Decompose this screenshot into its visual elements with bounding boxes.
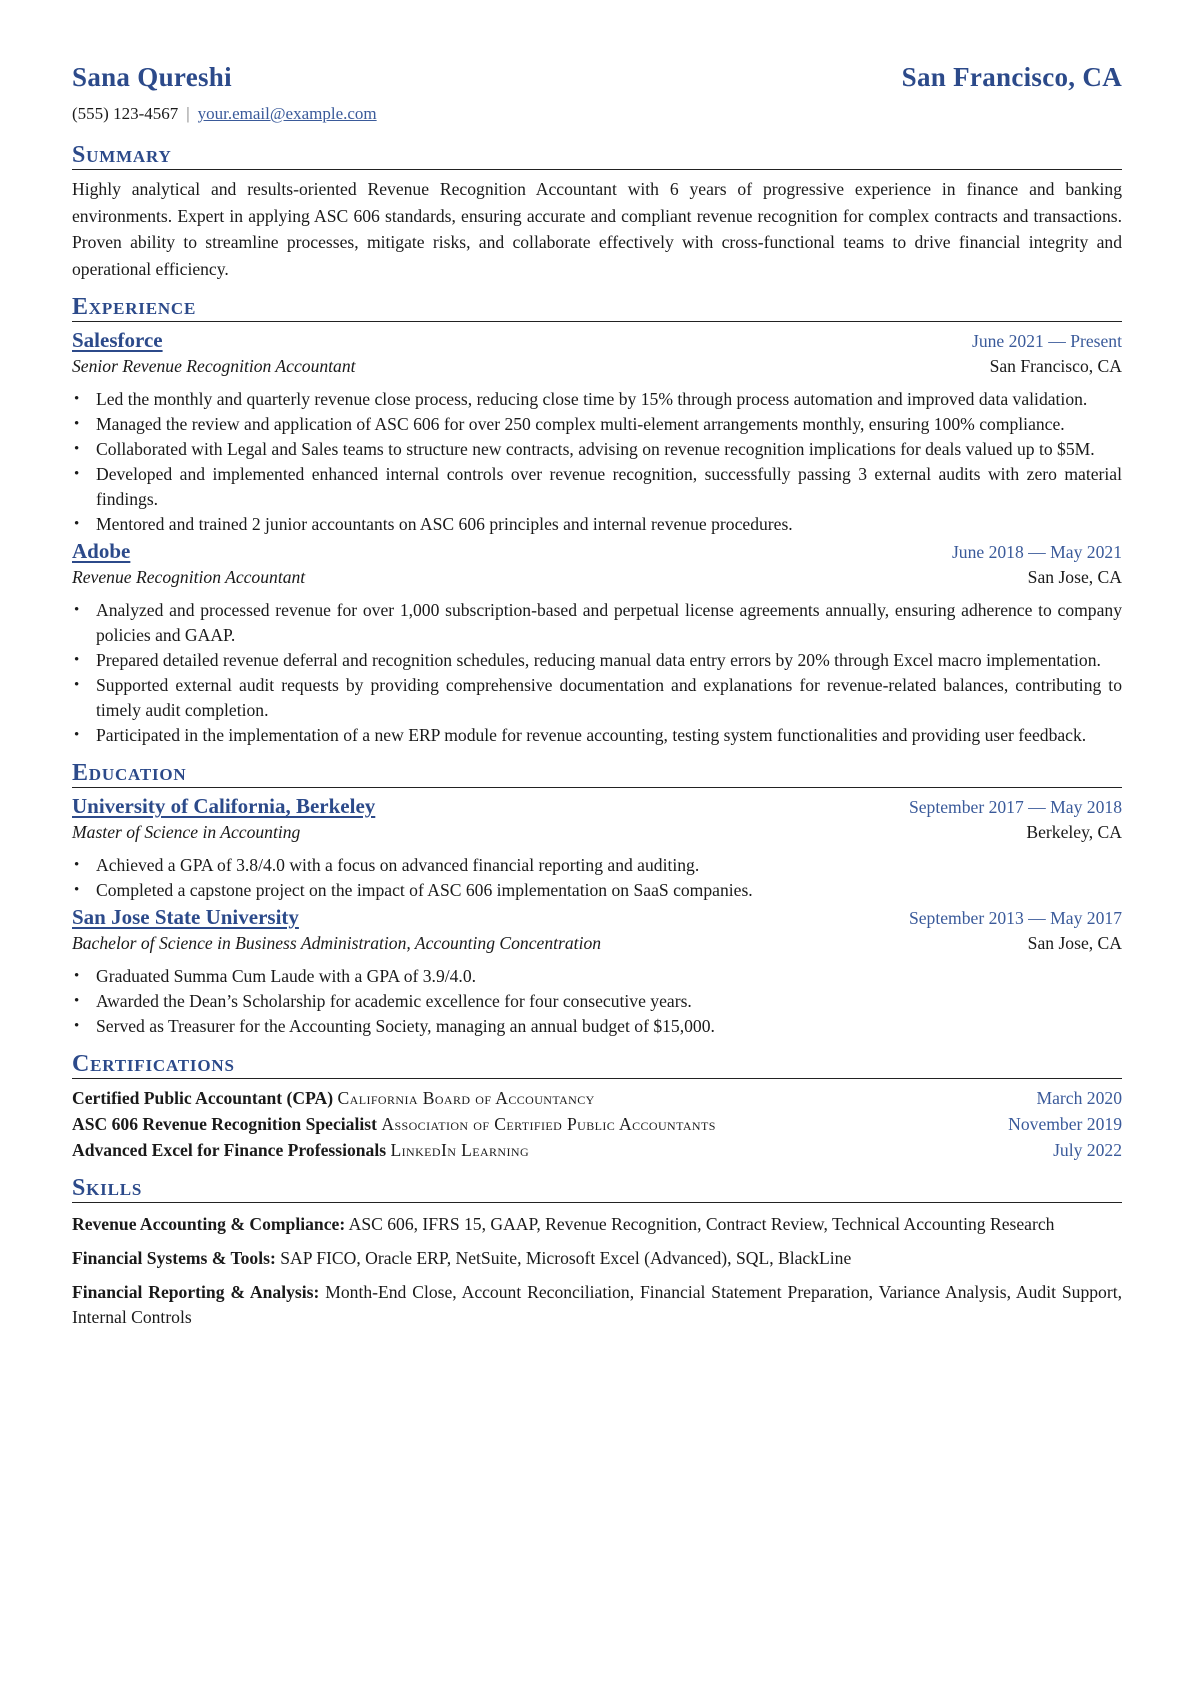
certification-name: Certified Public Accountant (CPA) <box>72 1088 334 1108</box>
employment-dates: June 2018 — May 2021 <box>951 542 1122 562</box>
certification-name: Advanced Excel for Finance Professionals <box>72 1140 387 1160</box>
certification-item <box>72 1085 1122 1111</box>
company-link[interactable]: Adobe <box>72 539 131 563</box>
summary-text: Highly analytical and results-oriented Revenue Recognition Accountant with 6 years of progressive experience in finance and banking environments. Expert in applying ASC 606 standards, ensuring accurate and compliant revenue recognition for complex contracts and transactions. Proven ability to streamline processes, mitigate risks, and collaborate effectively with cross-functional teams to drive financial integrity and operational efficiency. <box>72 179 1122 279</box>
contact-line <box>72 104 1122 130</box>
education-entry <box>72 794 1122 903</box>
bullet-item: • Graduated Summa Cum Laude with a GPA of 3.9/4.0. <box>96 964 1122 989</box>
skill-category: Revenue Accounting & Compliance: <box>72 1214 346 1234</box>
certification-issuer: LinkedIn Learning <box>390 1140 530 1160</box>
company-link[interactable]: Salesforce <box>72 328 163 352</box>
bullet-item: • Analyzed and processed revenue for over 1,000 subscription-based and perpetual license agreements annually, ensuring adherence to company policies and GAAP. <box>96 598 1122 648</box>
bullet-item: • Awarded the Dean’s Scholarship for academic excellence for four consecutive years. <box>96 989 1122 1014</box>
experience-entry <box>72 539 1122 748</box>
employment-dates: June 2021 — Present <box>971 331 1122 351</box>
bullet-list <box>72 964 1122 1039</box>
certification-issuer: California Board of Accountancy <box>337 1088 595 1108</box>
school-link[interactable]: University of California, Berkeley <box>72 794 376 818</box>
certification-item <box>72 1137 1122 1163</box>
bullet-item: • Completed a capstone project on the impact of ASC 606 implementation on SaaS companies. <box>96 878 1122 903</box>
skill-group <box>72 1212 1122 1237</box>
certification-issuer: Association of Certified Public Accountants <box>381 1114 716 1134</box>
bullet-list <box>72 598 1122 748</box>
education-dates: September 2017 — May 2018 <box>908 797 1122 817</box>
school-location: San Jose, CA <box>1027 933 1122 953</box>
bullet-item: • Supported external audit requests by providing comprehensive documentation and explanations for revenue-related balances, contributing to timely audit completion. <box>96 673 1122 723</box>
header-location: San Francisco, CA <box>901 62 1122 92</box>
section-title-certifications: Certifications <box>72 1051 1122 1079</box>
certification-name: ASC 606 Revenue Recognition Specialist <box>72 1114 377 1134</box>
job-title: Revenue Recognition Accountant <box>72 567 306 587</box>
certification-date: March 2020 <box>1036 1088 1122 1108</box>
skill-values: ASC 606, IFRS 15, GAAP, Revenue Recognition, Contract Review, Technical Accounting Research <box>348 1214 1055 1234</box>
bullet-item: • Managed the review and application of ASC 606 for over 250 complex multi-element arrangements monthly, ensuring 100% compliance. <box>96 412 1122 437</box>
skill-group <box>72 1280 1122 1330</box>
phone-number: (555) 123-4567 <box>72 104 179 123</box>
skill-values: SAP FICO, Oracle ERP, NetSuite, Microsoft Excel (Advanced), SQL, BlackLine <box>280 1248 852 1268</box>
school-link[interactable]: San Jose State University <box>72 905 299 929</box>
bullet-item: • Led the monthly and quarterly revenue close process, reducing close time by 15% through process automation and improved data validation. <box>96 387 1122 412</box>
bullet-list <box>72 387 1122 537</box>
bullet-list <box>72 853 1122 903</box>
school-location: Berkeley, CA <box>1026 822 1122 842</box>
bullet-item: • Achieved a GPA of 3.8/4.0 with a focus on advanced financial reporting and auditing. <box>96 853 1122 878</box>
skill-values: Month-End Close, Account Reconciliation, Financial Statement Preparation, Variance Analysis, Audit Support, Internal Controls <box>72 1282 1122 1327</box>
candidate-name: Sana Qureshi <box>72 62 232 92</box>
contact-separator: | <box>186 104 190 123</box>
education-dates: September 2013 — May 2017 <box>908 908 1122 928</box>
skill-group <box>72 1246 1122 1271</box>
section-title-skills: Skills <box>72 1175 1122 1203</box>
job-title: Senior Revenue Recognition Accountant <box>72 356 356 376</box>
job-location: San Francisco, CA <box>989 356 1122 376</box>
skill-category: Financial Systems & Tools: <box>72 1248 276 1268</box>
email-link[interactable]: your.email@example.com <box>197 104 377 123</box>
job-location: San Jose, CA <box>1027 567 1122 587</box>
bullet-item: • Served as Treasurer for the Accounting Society, managing an annual budget of $15,000. <box>96 1014 1122 1039</box>
bullet-item: • Participated in the implementation of a new ERP module for revenue accounting, testing system functionalities and providing user feedback. <box>96 723 1122 748</box>
certification-item <box>72 1111 1122 1137</box>
skill-category: Financial Reporting & Analysis: <box>72 1282 320 1302</box>
bullet-item: • Prepared detailed revenue deferral and recognition schedules, reducing manual data entry errors by 20% through Excel macro implementation. <box>96 648 1122 673</box>
bullet-item: • Collaborated with Legal and Sales teams to structure new contracts, advising on revenue recognition implications for deals valued up to $5M. <box>96 437 1122 462</box>
section-title-summary: Summary <box>72 142 1122 170</box>
section-title-experience: Experience <box>72 294 1122 322</box>
bullet-item: • Mentored and trained 2 junior accountants on ASC 606 principles and internal revenue procedures. <box>96 512 1122 537</box>
resume-header <box>72 62 1122 102</box>
degree: Master of Science in Accounting <box>72 822 301 842</box>
resume-page <box>72 62 1122 1330</box>
degree: Bachelor of Science in Business Administration, Accounting Concentration <box>72 933 602 953</box>
education-entry <box>72 905 1122 1039</box>
experience-entry <box>72 328 1122 537</box>
certification-date: November 2019 <box>1008 1114 1122 1134</box>
certifications-list <box>72 1085 1122 1163</box>
section-title-education: Education <box>72 760 1122 788</box>
bullet-item: • Developed and implemented enhanced internal controls over revenue recognition, successfully passing 3 external audits with zero material findings. <box>96 462 1122 512</box>
certification-date: July 2022 <box>1053 1140 1122 1160</box>
